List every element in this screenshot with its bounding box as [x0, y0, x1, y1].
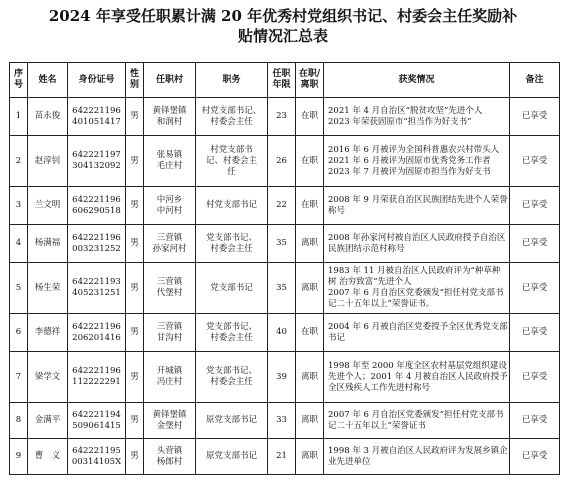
cell-name-text: 苗永俊	[34, 111, 61, 121]
table-body	[10, 98, 560, 475]
cell-village	[144, 403, 196, 439]
cell-id-text: 642221196 606290518	[72, 194, 121, 216]
cell-role-text: 党支部书记、 村委会主任	[205, 366, 257, 387]
table-header-row	[10, 63, 560, 98]
cell-years-text: 23	[276, 111, 287, 121]
cell-gender	[126, 98, 144, 136]
cell-village	[144, 263, 196, 314]
cell-village	[144, 314, 196, 352]
cell-gender	[126, 136, 144, 187]
cell-role-text: 原党支部书记	[205, 415, 257, 425]
cell-village-text: 中河乡 中河村	[156, 194, 183, 216]
cell-name	[28, 439, 68, 475]
cell-award	[324, 225, 510, 263]
cell-status	[296, 403, 324, 439]
cell-note	[510, 403, 560, 439]
cell-name	[28, 225, 68, 263]
cell-no	[10, 352, 28, 403]
cell-village-text: 三营镇 甘沟村	[156, 321, 183, 343]
cell-award-text: 1998 年至 2000 年度全区农村基层党组织建设先进个人；2001 年 4 月被自治区人民政府授予全区残疾人工作先进村称号	[328, 360, 508, 393]
cell-note-text: 已享受	[521, 111, 548, 121]
cell-name-text: 金满平	[34, 415, 61, 425]
cell-role	[196, 439, 268, 475]
cell-note-text: 已享受	[521, 451, 548, 461]
cell-id-text: 642221196 112222291	[72, 366, 121, 387]
title-line-1: 2024 年享受任职累计满 20 年优秀村党组织书记、村委会主任奖励补	[48, 7, 518, 25]
cell-gender-text: 男	[130, 111, 139, 121]
cell-note	[510, 352, 560, 403]
cell-note	[510, 136, 560, 187]
table-row	[10, 439, 560, 475]
header-id: 身份证号	[68, 63, 126, 98]
cell-id-text: 642221197 304132092	[72, 150, 121, 171]
cell-name	[28, 187, 68, 225]
cell-no	[10, 439, 28, 475]
cell-gender-text: 男	[130, 451, 139, 461]
cell-id	[68, 263, 126, 314]
cell-role-text: 党支部书记、 村委会主任	[205, 232, 257, 254]
cell-award	[324, 314, 510, 352]
cell-status-text: 在职	[300, 155, 318, 166]
cell-no	[10, 263, 28, 314]
summary-table	[9, 62, 560, 475]
cell-years-text: 26	[276, 155, 287, 166]
cell-role	[196, 136, 268, 187]
cell-no-text: 5	[15, 282, 22, 293]
cell-no	[10, 403, 28, 439]
cell-award-text: 1983 年 11 月被自治区人民政府评为“种草种树 治穷致富”先进个人 2007 年 6 月自治区党委颁发“担任村党支部书记二十五年以上”荣誉证书。	[328, 266, 504, 309]
table-row	[10, 263, 560, 314]
cell-status	[296, 225, 324, 263]
cell-award-text: 2008 年孙家河村被自治区人民政府授予自治区民族团结示范村称号	[328, 232, 506, 254]
cell-village-text: 张易镇 毛庄村	[156, 150, 183, 171]
cell-no	[10, 187, 28, 225]
cell-name-text: 赵淳钊	[34, 155, 61, 166]
cell-id-text: 642221196 206201416	[72, 321, 121, 343]
cell-village	[144, 352, 196, 403]
cell-award-text: 2007 年 6 月自治区党委颁发“担任村党支部书记二十五年以上”荣誉证书	[328, 409, 504, 431]
cell-gender-text: 男	[130, 282, 139, 293]
cell-no-text: 3	[15, 200, 22, 210]
cell-note-text: 已享受	[521, 371, 548, 382]
cell-note-text: 已享受	[521, 200, 548, 210]
cell-gender-text: 男	[130, 238, 139, 248]
header-years: 任职年限	[268, 63, 296, 98]
cell-years	[268, 403, 296, 439]
cell-id-text: 642221196 003231252	[72, 232, 121, 254]
cell-name	[28, 263, 68, 314]
cell-name-text: 李德祥	[34, 327, 61, 337]
header-village: 任职村	[144, 63, 196, 98]
cell-name	[28, 98, 68, 136]
cell-id	[68, 187, 126, 225]
cell-name	[28, 352, 68, 403]
cell-no	[10, 225, 28, 263]
cell-name-text: 杨满福	[34, 238, 61, 248]
cell-no	[10, 98, 28, 136]
cell-no-text: 8	[15, 415, 22, 425]
cell-years	[268, 263, 296, 314]
cell-award	[324, 136, 510, 187]
cell-no	[10, 136, 28, 187]
cell-award-text: 2004 年 6 月被自治区党委授予全区优秀党支部书记	[328, 321, 508, 343]
cell-status	[296, 314, 324, 352]
cell-status	[296, 136, 324, 187]
cell-years-text: 40	[276, 327, 287, 337]
cell-village-text: 黄铎堡镇 和润村	[152, 105, 187, 127]
cell-gender	[126, 225, 144, 263]
cell-id	[68, 403, 126, 439]
cell-note	[510, 98, 560, 136]
title-line-2: 贴情况汇总表	[237, 27, 328, 45]
cell-village	[144, 187, 196, 225]
cell-status-text: 在职	[300, 327, 318, 337]
cell-years	[268, 439, 296, 475]
cell-no-text: 2	[15, 155, 22, 166]
cell-no-text: 6	[15, 327, 22, 337]
table-row	[10, 187, 560, 225]
cell-award	[324, 352, 510, 403]
cell-award-text: 2021 年 4 月自治区“脱贫攻坚”先进个人 2023 年荣获固原市“担当作为好支书”	[328, 105, 483, 127]
cell-note-text: 已享受	[521, 238, 548, 248]
cell-status-text: 离职	[300, 451, 318, 461]
header-role: 职务	[196, 63, 268, 98]
cell-id	[68, 439, 126, 475]
cell-id	[68, 98, 126, 136]
cell-role	[196, 352, 268, 403]
cell-role-text: 村党支部书记	[205, 200, 257, 210]
cell-status-text: 在职	[300, 111, 318, 121]
cell-years-text: 39	[276, 371, 287, 382]
header-status: 在职/离职	[296, 63, 324, 98]
cell-village-text: 黄铎堡镇 金堡村	[152, 409, 187, 431]
cell-note-text: 已享受	[521, 155, 548, 166]
table-row	[10, 225, 560, 263]
cell-name-text: 曹 义	[34, 451, 61, 461]
cell-note	[510, 263, 560, 314]
cell-village	[144, 439, 196, 475]
cell-gender	[126, 439, 144, 475]
cell-name-text: 兰文明	[34, 200, 61, 210]
cell-role	[196, 225, 268, 263]
cell-years-text: 35	[276, 282, 287, 293]
cell-note-text: 已享受	[521, 415, 548, 425]
cell-status	[296, 352, 324, 403]
cell-role	[196, 314, 268, 352]
cell-note	[510, 225, 560, 263]
cell-village	[144, 98, 196, 136]
cell-status-text: 离职	[300, 371, 318, 382]
cell-years	[268, 225, 296, 263]
header-gender: 性别	[126, 63, 144, 98]
cell-note	[510, 314, 560, 352]
cell-role	[196, 403, 268, 439]
cell-status	[296, 187, 324, 225]
header-name: 姓名	[28, 63, 68, 98]
cell-id	[68, 136, 126, 187]
cell-role-text: 原党支部书记	[205, 451, 257, 461]
cell-role-text: 村党支部书 记、村委会主 任	[205, 144, 257, 177]
cell-status-text: 在职	[300, 200, 318, 210]
cell-role	[196, 98, 268, 136]
cell-gender-text: 男	[130, 327, 139, 337]
cell-village-text: 三营镇 孙家河村	[152, 232, 187, 254]
cell-no-text: 9	[15, 451, 22, 461]
cell-id-text: 642221195 00314105X	[71, 445, 122, 467]
cell-status	[296, 263, 324, 314]
cell-no-text: 1	[15, 111, 22, 121]
cell-gender-text: 男	[130, 415, 139, 425]
cell-village-text: 开城镇 冯庄村	[156, 366, 183, 387]
header-note: 备注	[510, 63, 560, 98]
cell-years-text: 22	[276, 200, 287, 210]
cell-award-text: 2008 年 9 月荣获自治区民族团结先进个人荣誉称号	[328, 194, 508, 216]
cell-id-text: 642221194 509061415	[72, 409, 121, 431]
cell-role-text: 村党支部书记、 村委会主任	[201, 105, 262, 127]
cell-name	[28, 314, 68, 352]
cell-status	[296, 439, 324, 475]
cell-gender	[126, 263, 144, 314]
cell-status-text: 离职	[300, 282, 318, 293]
cell-years	[268, 352, 296, 403]
cell-status-text: 离职	[300, 238, 318, 248]
cell-village-text: 头营镇 杨郎村	[156, 445, 183, 467]
cell-name	[28, 403, 68, 439]
cell-village-text: 三营镇 代堡村	[156, 277, 183, 298]
header-no: 序号	[10, 63, 28, 98]
cell-gender-text: 男	[130, 200, 139, 210]
cell-village	[144, 225, 196, 263]
cell-role-text: 党支部书记	[210, 282, 253, 293]
cell-status	[296, 98, 324, 136]
cell-id-text: 642221193 405231251	[72, 277, 121, 298]
cell-years	[268, 136, 296, 187]
cell-award	[324, 98, 510, 136]
cell-years-text: 33	[276, 415, 287, 425]
cell-no-text: 4	[15, 238, 22, 248]
cell-years	[268, 98, 296, 136]
cell-note-text: 已享受	[521, 327, 548, 337]
table-row	[10, 98, 560, 136]
cell-years-text: 21	[276, 451, 287, 461]
cell-no-text: 7	[15, 371, 22, 382]
cell-award	[324, 187, 510, 225]
cell-name	[28, 136, 68, 187]
table-row	[10, 136, 560, 187]
cell-id	[68, 225, 126, 263]
cell-award-text: 2016 年 6 月被评为全国科普惠农兴村带头人 2021 年 6 月被评为固原市优秀党务工作者 2023 年 7 月被评为固原市担当作为好支书	[328, 144, 500, 177]
cell-gender	[126, 403, 144, 439]
cell-role	[196, 187, 268, 225]
cell-gender	[126, 352, 144, 403]
table-row	[10, 314, 560, 352]
cell-status-text: 离职	[300, 415, 318, 425]
cell-award	[324, 439, 510, 475]
table-row	[10, 352, 560, 403]
cell-award-text: 1998 年 3 月被自治区人民政府评为发展乡镇企业先进单位	[328, 445, 508, 467]
cell-gender-text: 男	[130, 155, 139, 166]
cell-note	[510, 439, 560, 475]
cell-id	[68, 314, 126, 352]
cell-note-text: 已享受	[521, 282, 548, 293]
table-row	[10, 403, 560, 439]
cell-village	[144, 136, 196, 187]
page-title	[0, 0, 566, 62]
cell-years-text: 35	[276, 238, 287, 248]
cell-gender-text: 男	[130, 371, 139, 382]
cell-award	[324, 263, 510, 314]
cell-role	[196, 263, 268, 314]
cell-id-text: 642221196 401051417	[72, 105, 121, 127]
cell-years	[268, 314, 296, 352]
cell-name-text: 梁学文	[34, 371, 61, 382]
cell-role-text: 党支部书记、 村委会主任	[205, 321, 257, 343]
cell-award	[324, 403, 510, 439]
cell-id	[68, 352, 126, 403]
cell-no	[10, 314, 28, 352]
cell-years	[268, 187, 296, 225]
cell-name-text: 杨生荣	[34, 282, 61, 293]
header-award: 获奖情况	[324, 63, 510, 98]
cell-gender	[126, 187, 144, 225]
cell-gender	[126, 314, 144, 352]
cell-note	[510, 187, 560, 225]
